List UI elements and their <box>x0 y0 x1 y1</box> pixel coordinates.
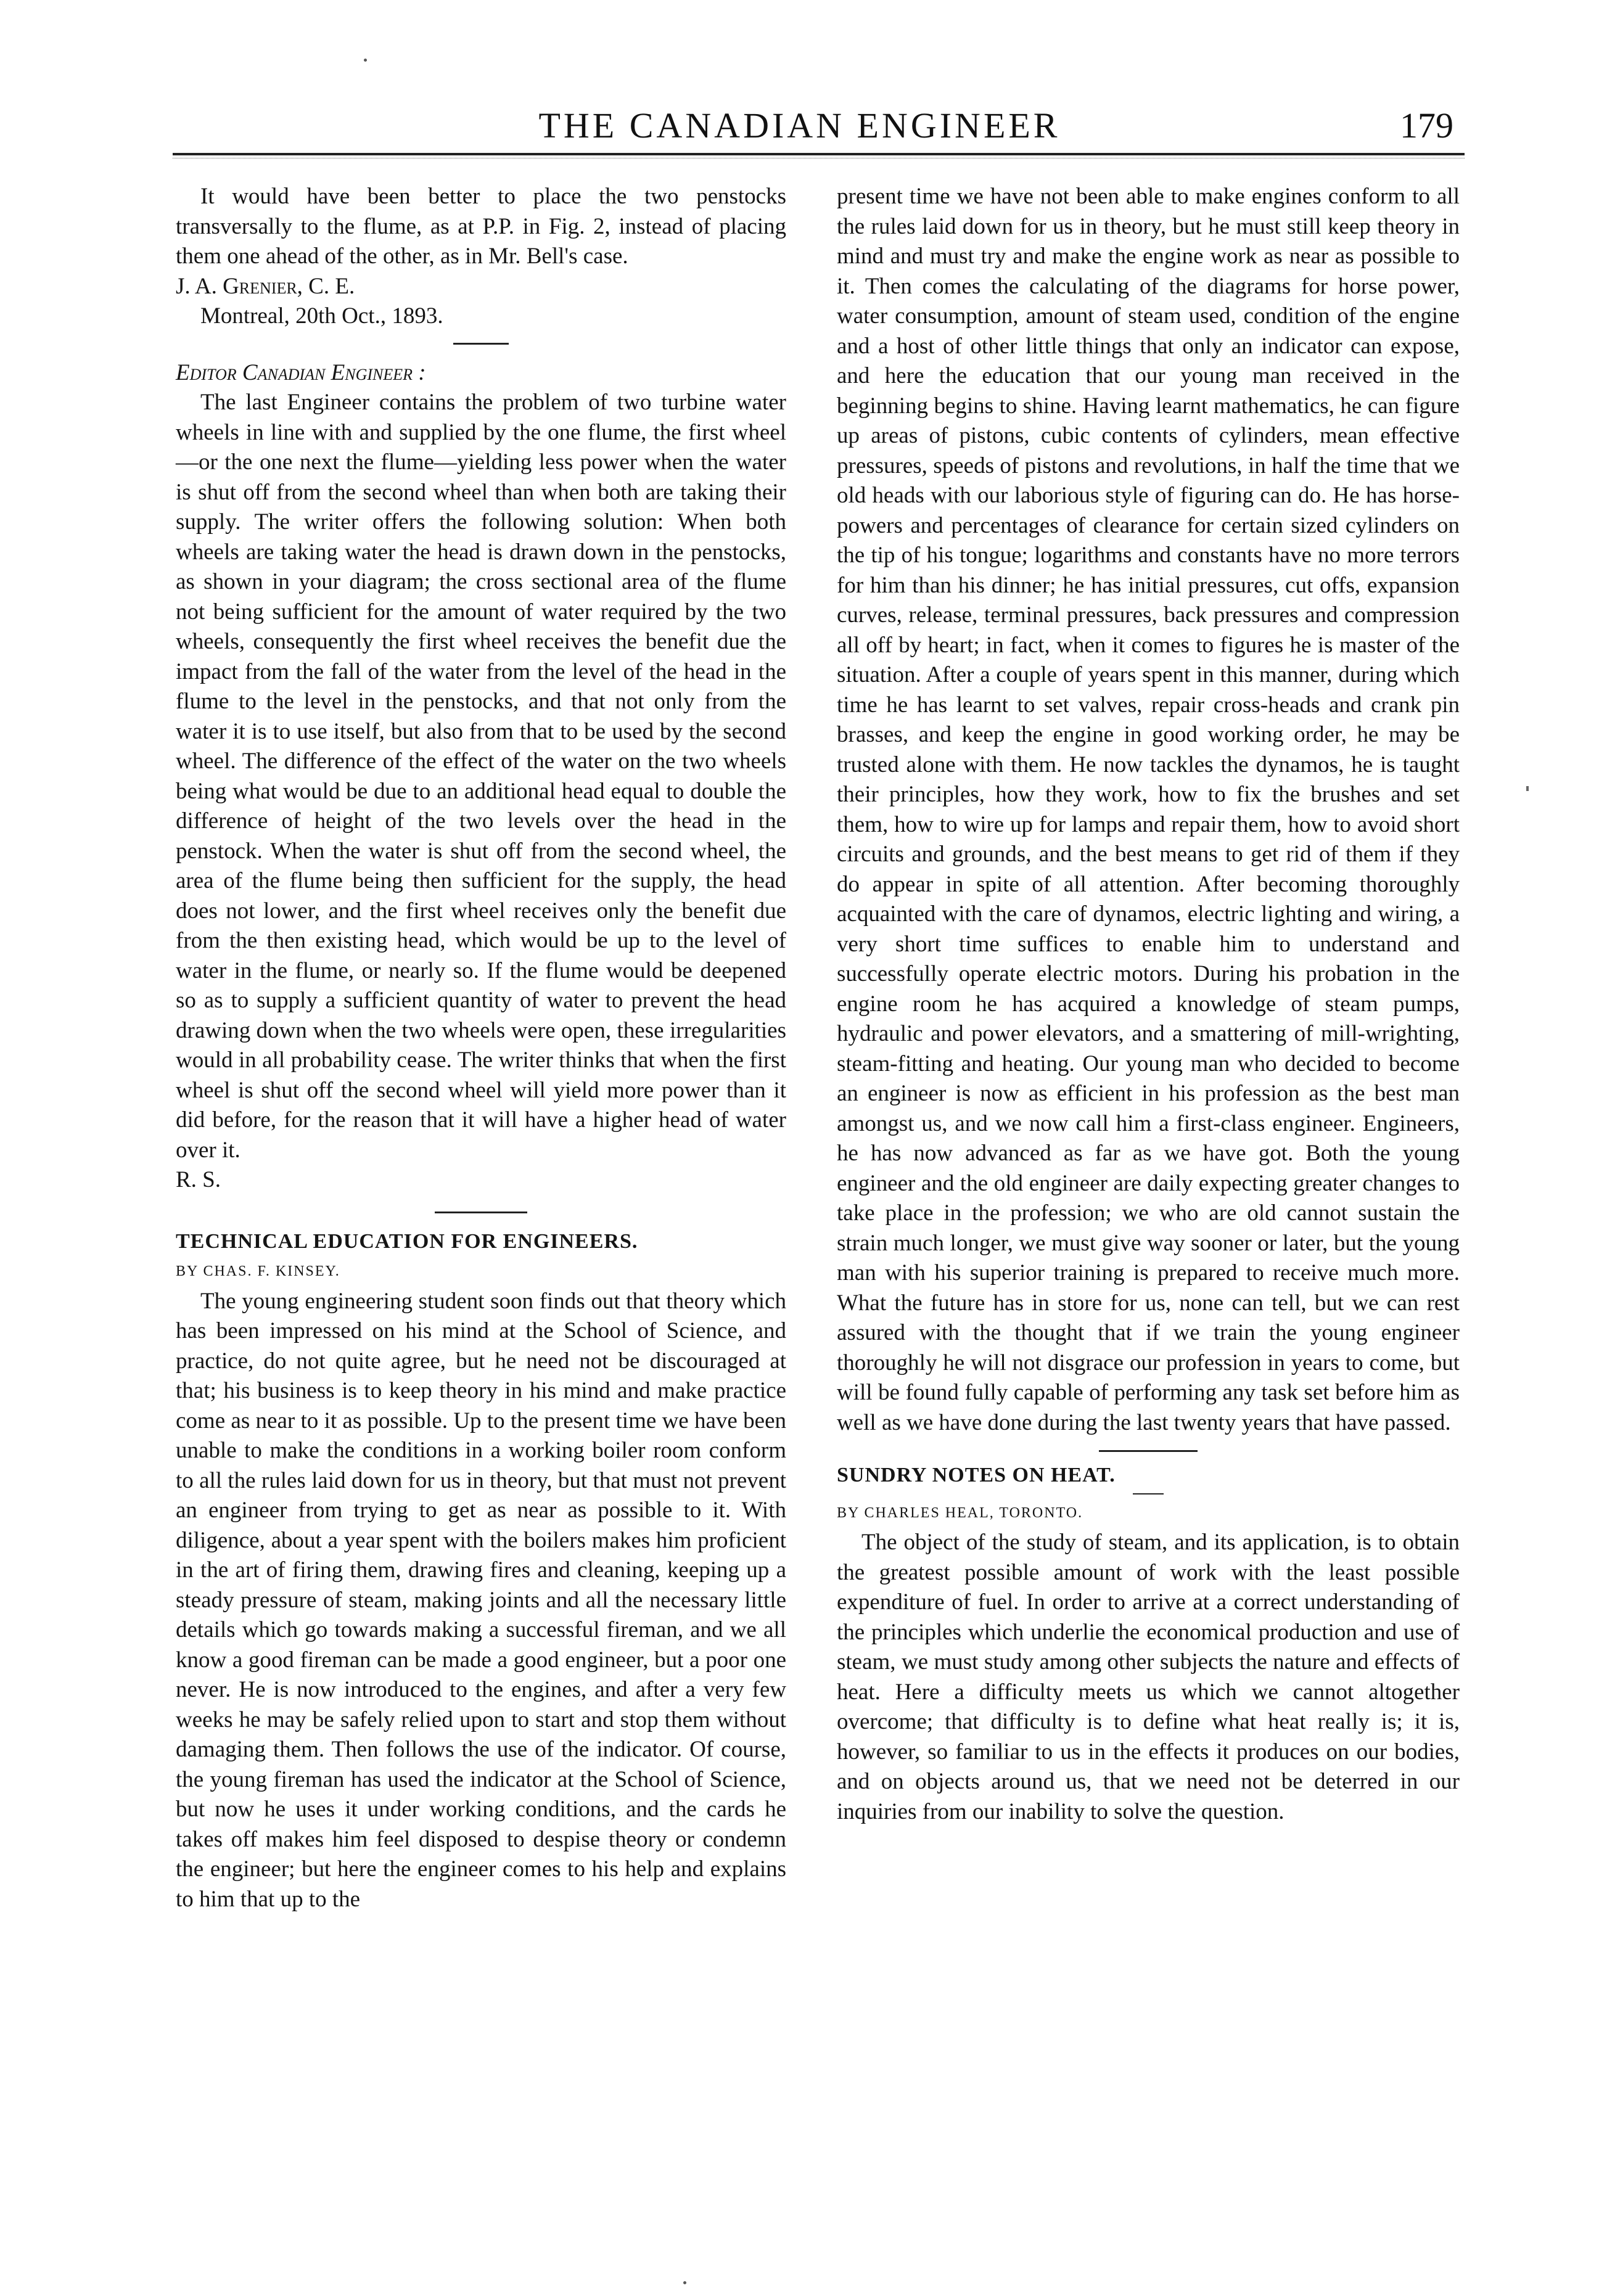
letter2-salutation: Editor Canadian Engineer : <box>176 359 426 385</box>
letter2-paragraph: The last Engineer contains the problem of two turbine water wheels in line with and supplied by the one flume, the first wheel—or the one next the flume—yielding less power when the water is shut off from the second wheel than when both are taking their supply. The writer offers the following solution: When both wheels are taking water the head is drawn down in the penstocks, as shown in your diagram; the cross sectional area of the flume not being sufficient for the amount of water required by the two wheels, consequently the first wheel receives the benefit due the impact from the fall of the water from the level of the head in the flume to the level in the penstocks, and that not only from the water it is to use itself, but also from that to be used by the second wheel. The difference of the effect of the water on the two wheels being what would be due to an additional head equal to double the difference of height of the two levels over the head in the penstock. When the water is shut off from the second wheel, the area of the flume being then sufficient for the supply, the head does not lower, and the first wheel receives only the benefit due from the then existing head, which would be up to the level of water in the flume, or nearly so. If the flume would be deepened so as to supply a sufficient quantity of water to prevent the head drawing down when the two wheels were open, these irregularities would in all probability cease. The writer thinks that when the first wheel is shut off the second wheel will yield more power than it did before, for the reason that it will have a higher head of water over it. <box>176 390 786 1163</box>
right-column <box>837 182 1460 1827</box>
title-underline <box>1133 1493 1164 1494</box>
page-number: 179 <box>1400 105 1453 146</box>
article2-byline: BY CHARLES HEAL, TORONTO. <box>837 1504 1083 1521</box>
section-divider-right <box>1099 1450 1198 1452</box>
article2-title: SUNDRY NOTES ON HEAT. <box>837 1464 1116 1486</box>
header-rule <box>173 153 1465 155</box>
article1-paragraph: The young engineering student soon finds out that theory which has been impressed on his mind at the School of Science, and practice, do not quite agree, but he need not be discouraged at that; his business is to keep theory in his mind and make practice come as near to it as possible. Up to the present time we have been unable to make the conditions in a working boiler room conform to all the rules laid down for us in theory, but that must not prevent an engineer from trying to get as near as possible to it. With diligence, about a year spent with the boilers makes him proficient in the art of firing them, drawing fires and cleaning, keeping up a steady pressure of steam, making joints and all the necessary little details which go towards making a successful fireman, and we all know a good fireman can be made a good engineer, but a poor one never. He is now introduced to the engines, and after a very few weeks he may be safely relied upon to start and stop them without damaging them. Then follows the use of the indicator. Of course, the young fireman has used the indicator at the School of Science, but now he uses it under working conditions, and the cards he takes off makes him feel disposed to despise theory or condemn the engineer; but here the engineer comes to his help and explains to him that up to the <box>176 1288 786 1912</box>
left-column <box>176 182 786 1914</box>
article1-title: TECHNICAL EDUCATION FOR ENGINEERS. <box>176 1229 638 1253</box>
letter-divider <box>453 343 509 345</box>
article1-continuation: present time we have not been able to make engines conform to all the rules laid down for us in theory, but he must still keep theory in mind and must try and make the engine work as near as possible to it. Then comes the calculating of the diagrams for horse power, water consumption, amount of steam used, condition of the engine and a host of other little things that only an indicator can expose, and here the education that our young man received in the beginning begins to shine. Having learnt mathematics, he can figure up areas of pistons, cubic contents of cylinders, mean effective pressures, speeds of pistons and revolutions, in half the time that we old heads with our laborious style of figuring can do. He has horse-powers and percentages of clearance for certain sized cylinders on the tip of his tongue; logarithms and constants have no more terrors for him than his dinner; he has initial pressures, cut offs, expansion curves, release, terminal pressures, back pressures and compression all off by heart; in fact, when it comes to figures he is master of the situation. After a couple of years spent in this manner, during which time he has learnt to set valves, repair cross-heads and crank pin brasses, and keep the engine in good working order, he may be trusted alone with them. He now tackles the dynamos, he is taught their principles, how they work, how to fix the brushes and set them, how to wire up for lamps and repair them, how to avoid short circuits and grounds, and the best means to get rid of them if they do appear in spite of all attention. After becoming thoroughly acquainted with the care of dynamos, electric lighting and wiring, a very short time suffices to enable him to understand and successfully operate electric motors. During his probation in the engine room he has acquired a knowledge of steam pumps, hydraulic and power elevators, and a smattering of mill-wrighting, steam-fitting and heating. Our young man who decided to become an engineer is now as efficient in his profession as the best man amongst us, and we now call him a first-class engineer. Engineers, he has now advanced as far as we have got. Both the young engineer and the old engineer are daily expecting greater changes to take place in the profession; we who are old cannot sustain the strain much longer, we must give way sooner or later, but the young man with his superior training is prepared to receive much more. What the future has in store for us, none can tell, but we can rest assured with the thought that if we train the young engineer thoroughly he will not disgrace our profession in years to come, but will be found fully capable of performing any task set before him as well as we have done during the last twenty years that have passed. <box>837 184 1460 1435</box>
running-title: THE CANADIAN ENGINEER <box>538 105 1061 146</box>
scan-speck <box>1526 786 1529 791</box>
article1-byline: BY CHAS. F. KINSEY. <box>176 1263 340 1279</box>
letter1-dateline: Montreal, 20th Oct., 1893. <box>200 303 443 329</box>
scan-speck <box>683 2281 686 2284</box>
scan-speck <box>364 59 367 62</box>
section-divider <box>435 1212 527 1213</box>
letter2-signature: R. S. <box>176 1167 221 1192</box>
letter1-signature: J. A. Grenier, C. E. <box>176 273 355 299</box>
article2-paragraph: The object of the study of steam, and its application, is to obtain the greatest possible amount of work with the least possible expenditure of fuel. In order to arrive at a correct understanding of the principles which underlie the economical production and use of steam, we must study among other subjects the nature and effects of heat. Here a difficulty meets us which we cannot altogether overcome; that difficulty is to define what heat really is; it is, however, so familiar to us in the effects it produces on our bodies, and on objects around us, that we need not be deterred in our inquiries from our inability to solve the question. <box>837 1530 1460 1824</box>
letter1-paragraph: It would have been better to place the two penstocks transversally to the flume, as at P.P. in Fig. 2, instead of placing them one ahead of the other, as in Mr. Bell's case. <box>176 184 786 269</box>
